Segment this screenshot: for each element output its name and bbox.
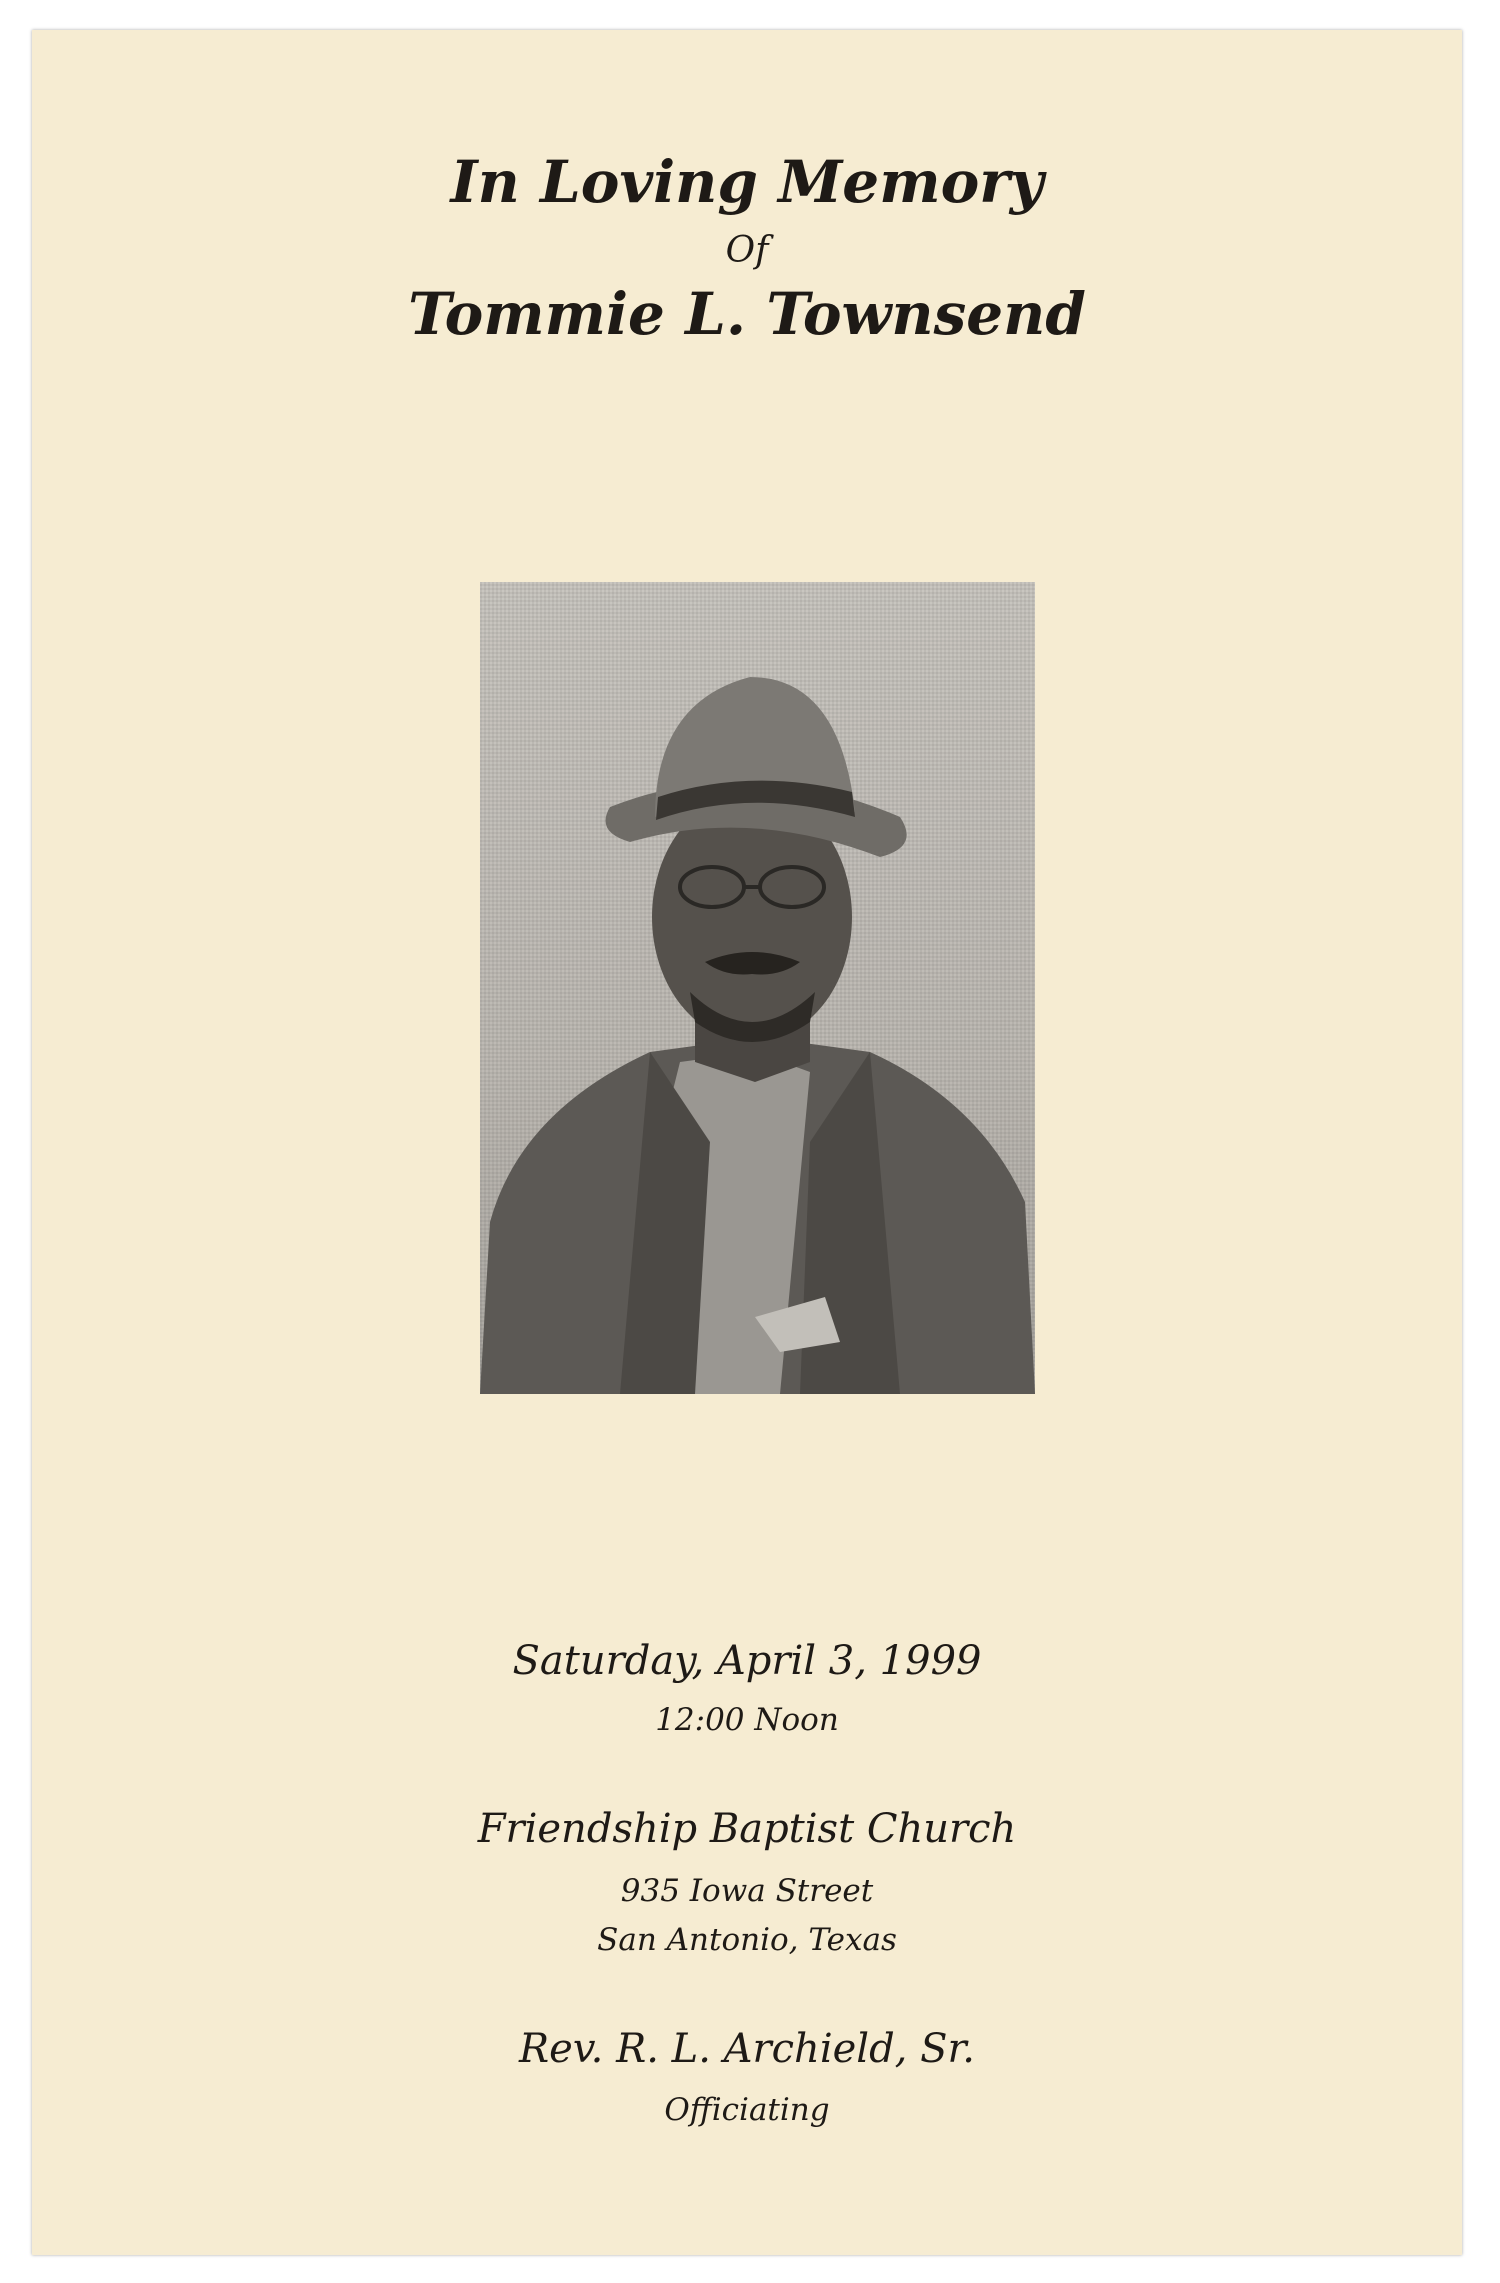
church-city: San Antonio, Texas <box>597 1922 897 1958</box>
service-time: 12:00 Noon <box>655 1702 839 1738</box>
portrait-photo <box>480 582 1035 1394</box>
church-street: 935 Iowa Street <box>620 1873 874 1909</box>
portrait-figure <box>480 582 1035 1394</box>
program-cover <box>32 30 1462 2255</box>
memorial-of: Of <box>725 230 769 271</box>
church-name: Friendship Baptist Church <box>477 1806 1017 1852</box>
officiant-name: Rev. R. L. Archield, Sr. <box>519 2026 975 2072</box>
deceased-name: Tommie L. Townsend <box>408 280 1086 348</box>
officiant-role: Officiating <box>664 2092 830 2128</box>
memorial-heading: In Loving Memory <box>450 148 1044 216</box>
service-date: Saturday, April 3, 1999 <box>512 1638 982 1684</box>
